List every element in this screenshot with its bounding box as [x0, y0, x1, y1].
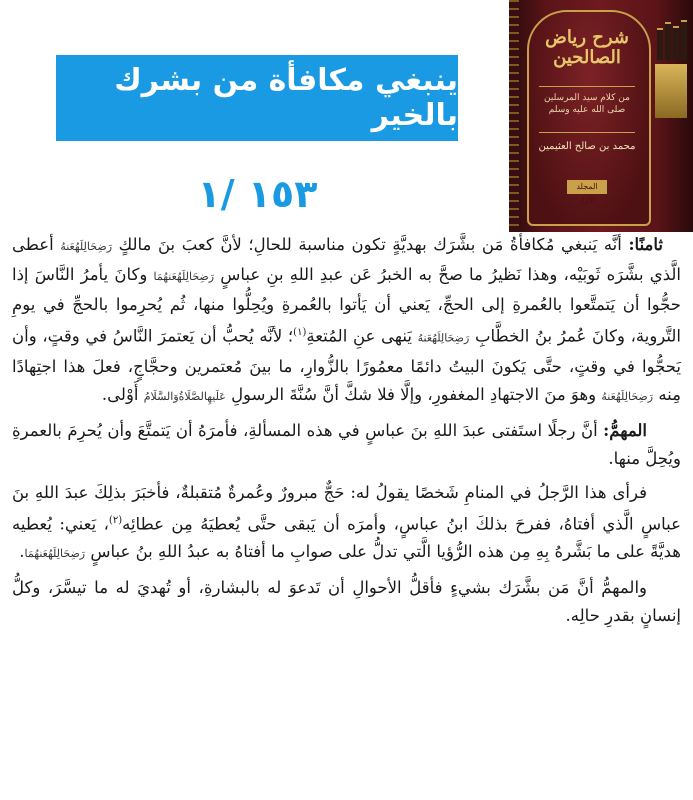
cover-title: شرح رياض الصالحين — [545, 27, 629, 68]
books-stack-icon — [655, 20, 689, 60]
page-body — [12, 231, 681, 800]
cover-volume: المجلد الأول — [567, 180, 607, 194]
cover-divider — [539, 132, 635, 133]
cover-ornament — [655, 64, 687, 118]
footnote-marker: (١) — [293, 327, 307, 338]
honorific: عَلَيهِالصَّلَاةُوَالسَّلَامُ — [143, 389, 226, 403]
paragraph-important: المهمُّ: أنَّ رجلًا استَفتى عبدَ اللهِ بنَ عباسٍ في هذه المسألةِ، فأمرَهُ أن يَتمتَّعَ وأن يُحرِمَ بالعمرةِ ويُحِلَّ منها. — [12, 420, 681, 468]
cover-divider — [539, 86, 635, 87]
honorific: رَضِحَالِلَهُعَنهُ — [601, 389, 654, 403]
cover-subtitle: من كلام سيد المرسلين صلى الله عليه وسلم — [544, 93, 630, 115]
honorific: رَضِحَالِلَهُعَنهُ — [417, 331, 470, 345]
paragraph-lead: المهمُّ: — [603, 420, 647, 440]
paragraph-eighth: ثامنًا: أنَّه يَنبغي مُكافأةُ مَن بشَّرَك بهديَّةٍ تكون مناسبة للحالِ؛ لأنَّ كعبَ بنَ مالكٍ رَضِحَالِلَهُعَنهُ أعطى الَّذي بشَّرَه ثَوبَيْه، وهذا نَظيرُ ما صحَّ به الخبرُ عَن عبدِ اللهِ بنِ عباسٍ رَضِحَالِلَهُعَنهُمَا وكانَ يأمرُ النَّاسَ إذا حجُّوا أن يَتمتَّعوا بالعُمرةِ إلى الحجِّ، يَعني أن يَأتوا بالعُمرةِ ويُحِلُّوا منها، ثُم يُحرِموا بالحجِّ في يومِ التَّروية، وكانَ عُمرُ بنُ الخطَّابِ رَضِحَالِلَهُعَنهُ يَنهى عنِ المُتعةِ$^{(١)}$؛ لأنَّه يُحبُّ أن يَعتمرَ النَّاسُ في وقتٍ، وأن يَحجُّوا في وقتٍ، حتَّى يَكونَ البيتُ دائمًا معمُورًا بالزُّوارِ، ما بينَ مُعتمرين وحجَّاجٍ، فعلَ هذا اجتِهادًا مِنه رَضِحَالِلَهُعَنهُ وهوَ منَ الاجتهادِ المغفورِ، وإلَّا فلا شكَّ أنَّ سُنَّةَ الرسولِ عَلَيهِالصَّلَاةُوَالسَّلَامُ أَوْلى. — [12, 235, 682, 404]
page-title: ينبغي مكافأة من بشرك بالخير — [114, 63, 458, 133]
paragraph-conclusion: والمهمُّ أنَّ مَن بشَّرَك بشيءٍ فأقلُّ الأحوالِ أن تَدعوَ له بالبشارةِ، أو تُهديَ له ما تيسَّرَ، وكلُّ إنسانٍ بقدرِ حالِه. — [12, 578, 681, 625]
reference-number: ١٥٣ /١ — [197, 172, 318, 216]
paragraph-lead: ثامنًا: — [628, 235, 664, 254]
footnote-marker: (٢) — [108, 514, 123, 526]
honorific: رَضِحَالِلَهُعَنهُ — [60, 240, 113, 253]
cover-author: محمد بن صالح العثيمين — [538, 141, 636, 152]
title-banner — [56, 55, 458, 141]
book-cover-image — [509, 0, 693, 232]
book-spine — [509, 0, 519, 232]
paragraph-dream: فرأى هذا الرَّجلُ في المنامِ شَخصًا يقولُ له: حَجٌّ مبرورٌ وعُمرةٌ مُتقبلةٌ، فأخبَرَ بذلِكَ عبدَ اللهِ بنَ عباسٍ الَّذي أفتاهُ، ففرحَ بذلكَ ابنُ عباسٍ، وأمرَه أن يَبقى حتَّى يُعطيَهُ مِن عطائِه$^{(٢)}$، يَعني: يُعطيه هديَّةً على ما بَشَّرهُ بِهِ مِن هذه الرُّؤيا الَّتي تدلُّ على صوابِ ما أفتاهُ به عبدُ اللهِ بنُ عباسٍ رَضِحَالِلَهُعَنهُمَا. — [12, 482, 681, 561]
honorific: رَضِحَالِلَهُعَنهُمَا — [153, 270, 215, 283]
honorific: رَضِحَالِلَهُعَنهُمَا — [24, 547, 86, 560]
